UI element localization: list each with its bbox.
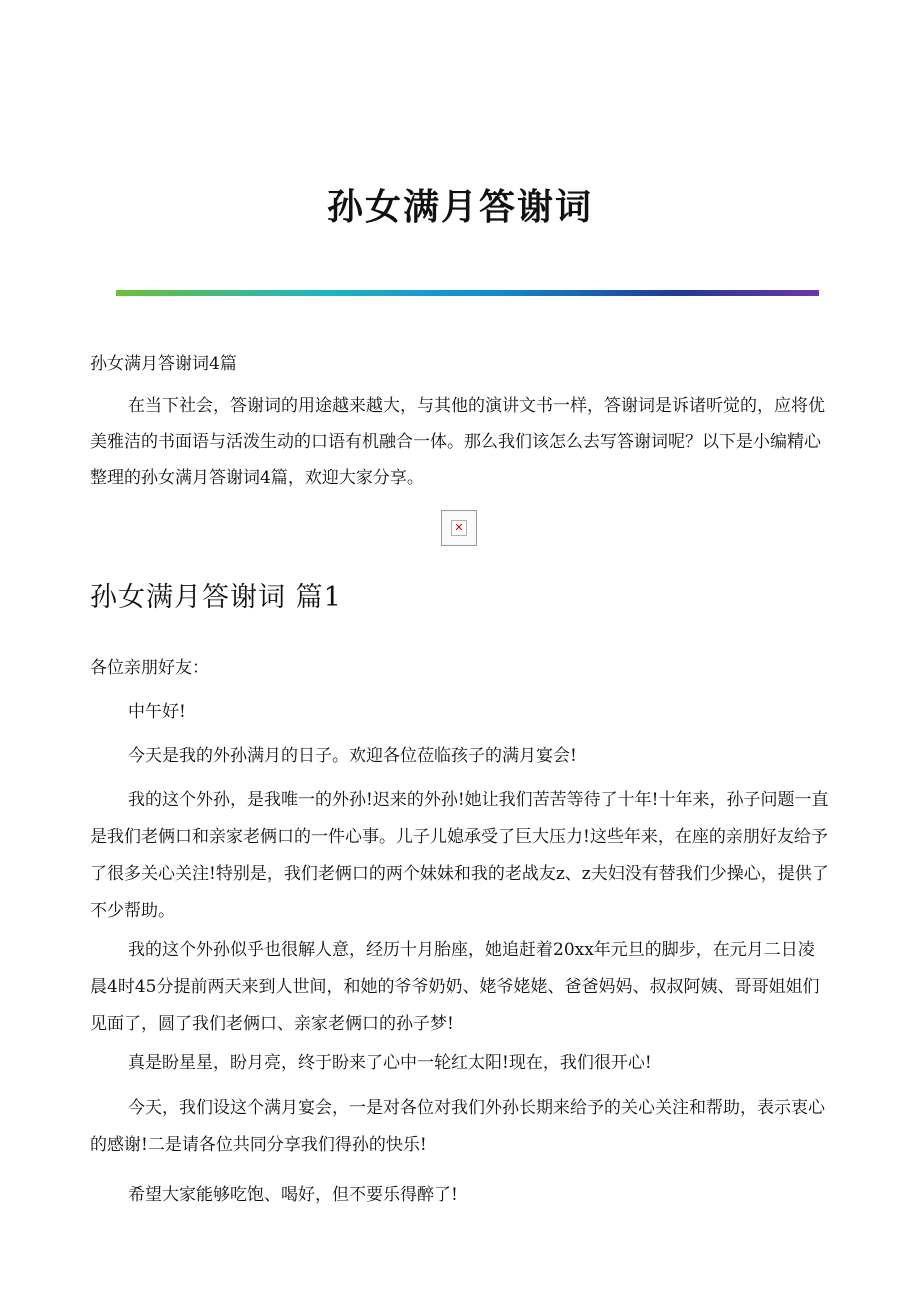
intro-paragraph: 在当下社会，答谢词的用途越来越大，与其他的演讲文书一样，答谢词是诉诸听觉的，应将优美雅洁的书面语与活泼生动的口语有机融合一体。那么我们该怎么去写答谢词呢？以下是小编精心整理的孙女满月答谢词4篇，欢迎大家分享。 — [90, 396, 825, 488]
body-paragraph: 中午好! — [128, 702, 186, 722]
section-heading: 孙女满月答谢词 篇1 — [90, 582, 342, 613]
body-paragraph: 今天是我的外孙满月的日子。欢迎各位莅临孩子的满月宴会! — [128, 746, 577, 766]
body-paragraph: 希望大家能够吃饱、喝好，但不要乐得醉了! — [128, 1185, 458, 1205]
body-paragraph: 我的这个外孙，是我唯一的外孙!迟来的外孙!她让我们苦苦等待了十年!十年来，孙子问题一直是我们老俩口和亲家老俩口的一件心事。儿子儿媳承受了巨大压力!这些年来，在座的亲朋好友给予了很多关心关注!特别是，我们老俩口的两个妹妹和我的老战友z、z夫妇没有替我们少操心，提供了不少帮助。 — [90, 790, 829, 921]
body-paragraph: 今天，我们设这个满月宴会，一是对各位对我们外孙长期来给予的关心关注和帮助，表示衷心的感谢!二是请各位共同分享我们得孙的快乐! — [90, 1098, 825, 1155]
document-title: 孙女满月答谢词 — [326, 186, 593, 228]
broken-image-icon: ✕ — [451, 520, 467, 536]
broken-image-placeholder — [441, 510, 477, 546]
document-subtitle: 孙女满月答谢词4篇 — [90, 354, 237, 374]
body-paragraph: 我的这个外孙似乎也很解人意，经历十月胎座，她追赶着20xx年元旦的脚步，在元月二日凌晨4时45分提前两天来到人世间，和她的爷爷奶奶、姥爷姥姥、爸爸妈妈、叔叔阿姨、哥哥姐姐们见面了，圆了我们老俩口、亲家老俩口的孙子梦! — [90, 940, 820, 1034]
body-paragraph: 真是盼星星，盼月亮，终于盼来了心中一轮红太阳!现在，我们很开心! — [128, 1053, 652, 1073]
title-gradient-rule — [116, 290, 819, 296]
greeting-paragraph: 各位亲朋好友： — [90, 658, 209, 678]
